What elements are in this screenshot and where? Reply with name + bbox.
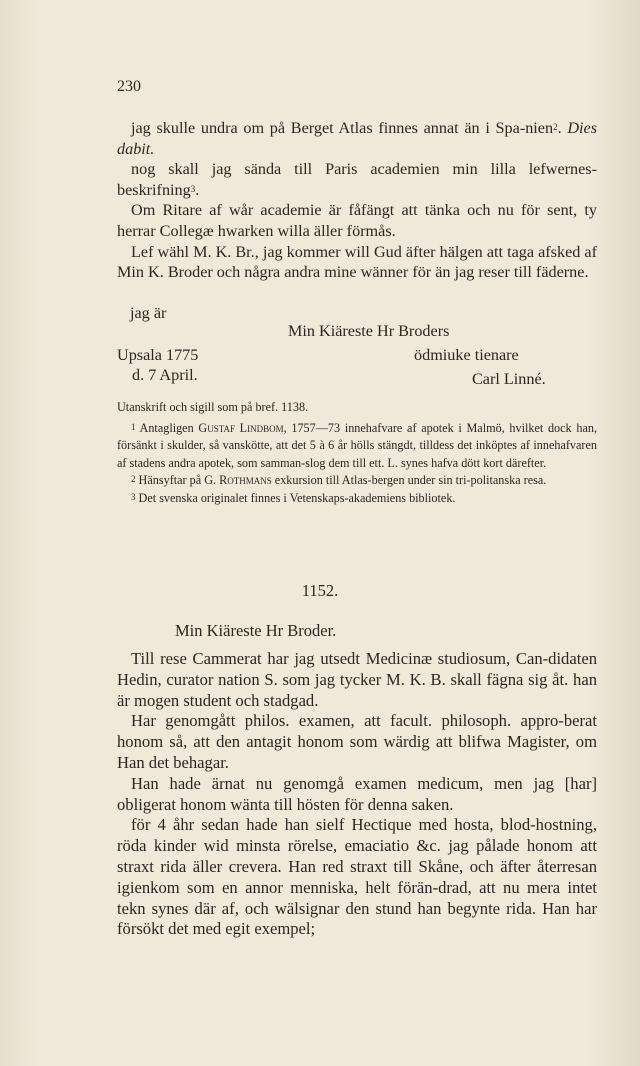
- footnote-ref: 2: [553, 122, 558, 132]
- page-number: 230: [117, 78, 141, 95]
- place-year: Upsala 1775: [117, 346, 199, 364]
- paragraph: Han hade ärnat nu genomgå examen medicum, men jag [har] obligerat honom wänta till hösten för denna saken.: [117, 773, 597, 814]
- paragraph: nog skall jag sända till Paris academien min lilla lefwernes-beskrifning$^3$.: [117, 160, 597, 199]
- signature: Carl Linné.: [472, 370, 546, 388]
- paragraph: för 4 åhr sedan hade han sielf Hectique med hosta, blod-hostning, röda kinder wid minsta rörelse, emaciatio &c. jag pålade honom att straxt rida äller crevera. Han red straxt till Skåne, och äfter återresan igienkom som en annor menniska, helt förän-drad, att nu mera intet tekn synes där af, och wälsignar den stund han begynte rida. Han har försökt det med egit exempel;: [117, 815, 597, 939]
- letter-ending-text: [117, 118, 597, 283]
- footnote-ref: 3: [190, 183, 196, 194]
- letter-body: [117, 649, 597, 940]
- humble-servant: ödmiuke tienare: [414, 346, 519, 364]
- closing-salutation: Min Kiäreste Hr Broders: [288, 322, 450, 340]
- source-note: Utanskrift och sigill som på bref. 1138.: [117, 400, 309, 414]
- footnote-1: $^1$ Antagligen Gustaf Lindbom, 1757—73 innehafvare af apotek i Malmö, hvilket dock han, försänkt i skulder, så vanskötte, att det 5 à 6 år hölls stängdt, tilldess det inköptes af innehafvaren af stadens andra apotek, som samman-slog dem till ett. L. synes hafva dött kort därefter.: [117, 420, 597, 470]
- paragraph: Har genomgått philos. examen, att facult. philosoph. appro-berat honom så, att den antagit honom som wärdig att blifwa Magister, om Han det behagar.: [117, 711, 597, 772]
- footnote-3: $^3$ Det svenska originalet finnes i Vetenskaps-akademiens bibliotek.: [131, 490, 456, 505]
- letter-date: d. 7 April.: [132, 366, 198, 384]
- closing-jag-ar: jag är: [130, 304, 167, 322]
- letter-number: 1152.: [301, 581, 339, 600]
- notes-section: [117, 399, 597, 508]
- italic-phrase: Dies dabit.: [117, 119, 598, 158]
- paragraph: jag skulle undra om på Berget Atlas finnes annat än i Spa-nien$^2$. Dies dabit.: [117, 119, 598, 158]
- paragraph: Om Ritare af wår academie är fåfängt att tänka och nu för sent, ty herrar Collegæ hwarken willa äller förmås.: [117, 201, 597, 240]
- paragraph: Till rese Cammerat har jag utsedt Medicinæ studiosum, Can-didaten Hedin, curator nation S. som jag tycker M. K. B. skall fägna sig åt. han är mogen student och stadgad.: [117, 649, 597, 710]
- footnote-2: $^2$ Hänsyftar på G. Rothmans exkursion till Atlas-bergen under sin tri-politanska resa.: [131, 473, 547, 488]
- paragraph: Lef wähl M. K. Br., jag kommer will Gud äfter hälgen att taga afsked af Min K. Broder och några andra mine wänner för än jag reser till fäderne.: [117, 242, 597, 282]
- letter-salutation: Min Kiäreste Hr Broder.: [175, 621, 337, 640]
